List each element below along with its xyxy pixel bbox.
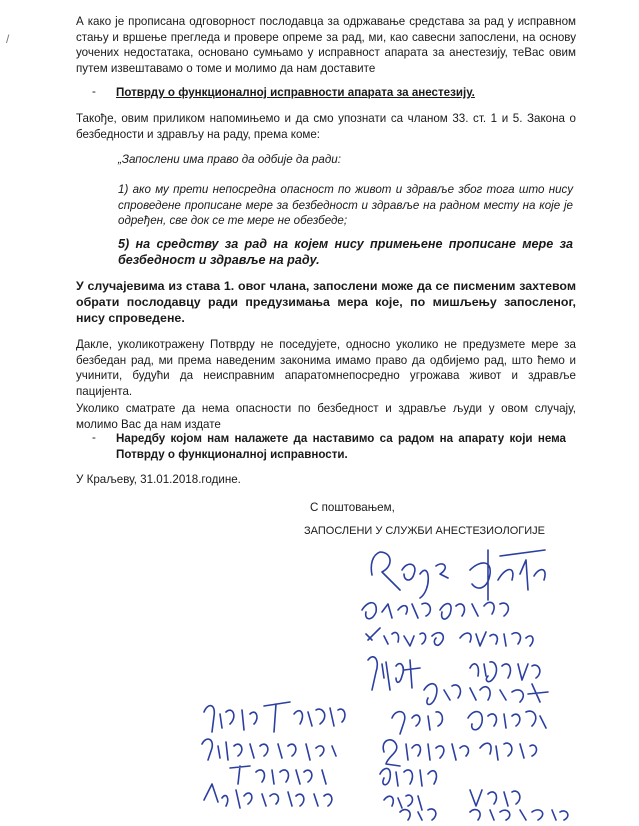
- signature-12: [230, 766, 326, 784]
- quote-item-1: 1) ако му прети непосредна опасност по живот и здравље због тога што нису спроведене прописане мере за безбедност и здравље на радном месту на које је одређен, све док се те мере не обезбеде;: [118, 183, 573, 227]
- paragraph-3: У случајевима из става 1. овог члана, запослени може да се писменим захтевом обрати послодавцу ради предузимања мера које, по мишљењу запосленог, нису спроведене.: [76, 279, 576, 325]
- signature-10: [204, 702, 345, 732]
- place-date: У Краљеву, 31.01.2018.године.: [76, 473, 241, 486]
- signature-7: [383, 740, 536, 766]
- bullet-2: -: [92, 431, 96, 444]
- request-certificate: Потврду о функционалној исправности апарата за анестезију.: [116, 86, 475, 99]
- signature-11: [202, 739, 336, 760]
- closing: С поштовањем,: [310, 501, 395, 514]
- paragraph-4: Дакле, уколикотражену Потврду не поседујете, односно уколико не предузмете мере за безбедан рад, ми према наведеним законима имамо право да одбијемо рад, што ћемо и учинити, будући да неисправним апаратомнепосредно угрожава живот и здравље пацијента.: [76, 338, 576, 398]
- signature-6: [392, 711, 546, 734]
- signature-1: [371, 550, 545, 600]
- paragraph-1: А како је прописана одговорност послодавца за одржавање средстава за рад у исправном стању и вршење прегледа и провере опреме за рад, ми, као савесни запослени, на основу уочених недостатака, основано сумњамо у исправност апарата за анестезију, теВас овим путем извештавамо о томе и молимо да нам доставите: [76, 15, 576, 75]
- signature-13: [204, 784, 332, 808]
- quote-intro: „Запослени има право да одбије да ради:: [118, 153, 341, 166]
- signature-3: [366, 628, 533, 646]
- signature-9: [384, 790, 568, 820]
- margin-mark: /: [6, 32, 10, 46]
- signature-2: [362, 602, 508, 619]
- bullet-1: -: [92, 85, 96, 98]
- paragraph-2: Такође, овим приликом напомињемо и да смо упознати са чланом 33. ст. 1 и 5. Закона о безбедности и здрављу на раду, према коме:: [76, 112, 576, 141]
- quote-item-5: 5) на средству за рад на којем нису примењене прописане мере за безбедност и здравље на раду.: [118, 237, 573, 267]
- signature-5: [424, 684, 548, 705]
- signature-8: [380, 768, 436, 786]
- signatory: ЗАПОСЛЕНИ У СЛУЖБИ АНЕСТЕЗИОЛОГИЈЕ: [304, 525, 545, 537]
- request-order: Наредбу којом нам налажете да наставимо са радом на апарату који нема Потврду о функционалној исправности.: [116, 432, 566, 461]
- paragraph-5: Уколико сматрате да нема опасности по безбедност и здравље људи у овом случају, молимо Вас да нам издате: [76, 402, 576, 431]
